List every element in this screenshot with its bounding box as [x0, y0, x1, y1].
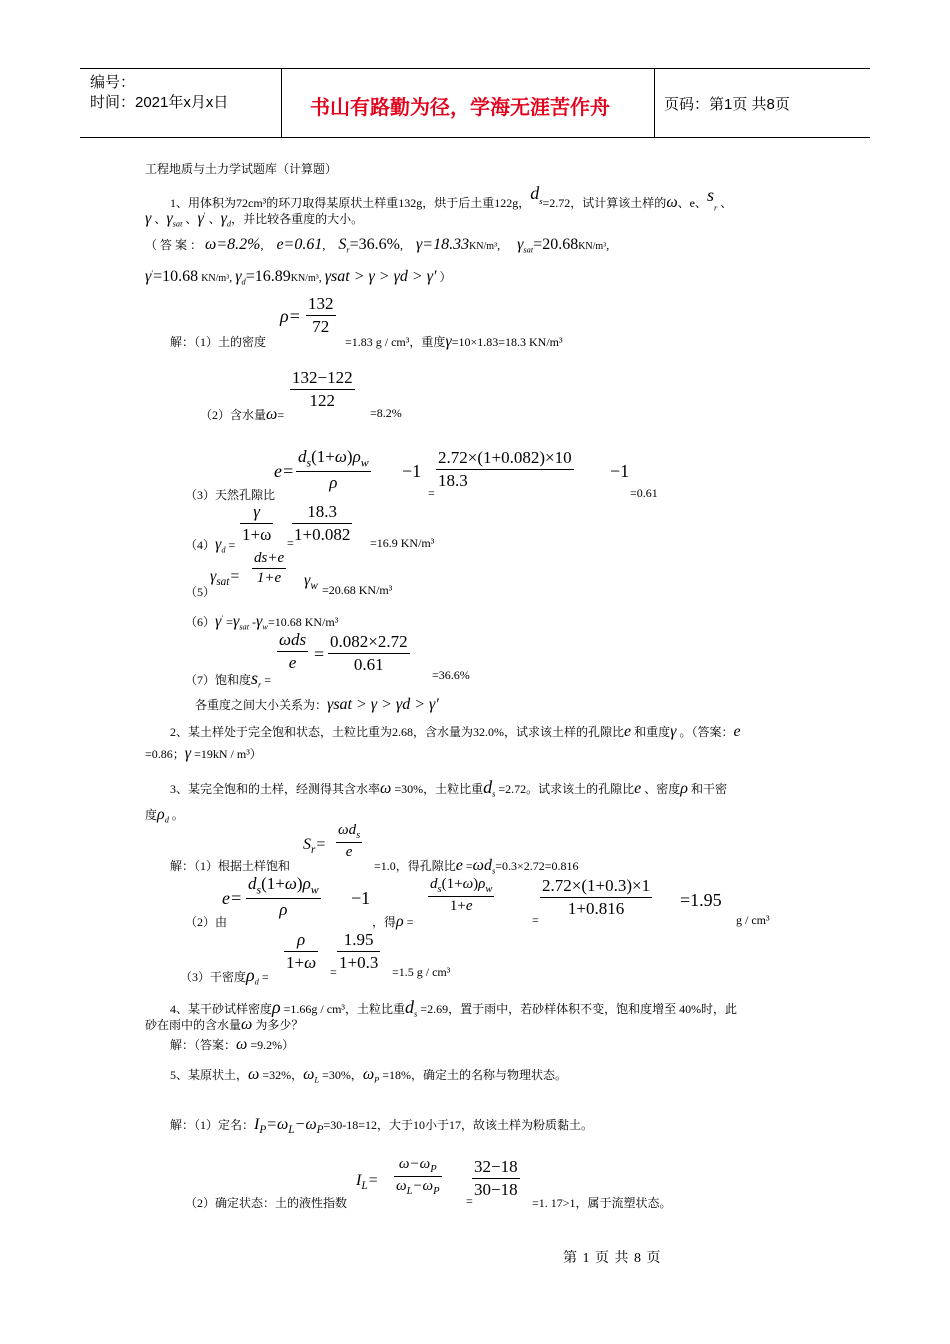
- fraction: $\frac{ds+e}{1+e}$: [254, 550, 285, 586]
- q5-step1: 解：（1）定名：$I_P=\omega_L-\omega_P=30-18=12$，大于10小于17，故该土样为粉质黏土。: [170, 1116, 593, 1137]
- fraction: $\frac{2.72\times(1+0.3)\times 1}{1+0.816}$: [542, 876, 651, 918]
- q4-text: 4、某干砂试样密度ρ =1.66g / cm³，土粒比重$d_s =2.69$，置于雨中，若砂样体积不变，饱和度增至 40%时，此: [170, 997, 738, 1019]
- sol3-step1: 解：（1）根据土样饱和: [170, 859, 291, 873]
- sol1-step4-result: =16.9 KN/m³: [370, 536, 435, 550]
- sol3-step2-mid: ，得ρ =: [372, 913, 414, 930]
- sol3-step3-result: =1.5 g / cm³: [392, 965, 451, 979]
- page-footer: 第 1 页 共 8 页: [563, 1251, 662, 1266]
- page-header: [80, 68, 870, 138]
- minus-one: −1: [402, 461, 422, 481]
- doc-title: 工程地质与土力学试题库（计算题）: [145, 162, 338, 176]
- sol1-step2: （2）含水量ω=: [200, 406, 285, 423]
- header-page-number: 页码：第1页 共8页: [664, 96, 790, 113]
- sol1-step4: $(4)\gamma_d$ =: [185, 536, 236, 555]
- equals: =: [428, 486, 435, 500]
- rho-symbol: ρ=: [280, 306, 301, 326]
- equals: =: [330, 965, 337, 979]
- fraction: $\frac{d_s(1+\omega)\rho_w}{1+e}$: [430, 876, 493, 914]
- sol1-step3: （3）天然孔隙比: [185, 488, 276, 502]
- q5-step2-result: =1. 17>1，属于流塑状态。: [532, 1196, 672, 1210]
- q5-step2: （2）确定状态：土的液性指数: [185, 1196, 348, 1210]
- gamma-sat: $\gamma_{sat}=$: [210, 568, 241, 589]
- doc-date: 时间：2021年x月x日: [90, 94, 229, 111]
- e-symbol: e=: [274, 461, 295, 481]
- sol1-step7-result: =36.6%: [432, 668, 470, 682]
- q1-answer-line2: γ′=10.68 KN/m³, $\gamma_d=16.89KN/m^3$, γsat > γ > γd > γ′ ）: [145, 268, 452, 287]
- sol3-step2: （2）由: [185, 915, 228, 929]
- sr-symbol: $S_r=$: [303, 836, 327, 857]
- q4-text-line2: 砂在雨中的含水量ω 为多少？: [145, 1016, 304, 1033]
- sol3-step2-result: =1.95: [680, 890, 722, 910]
- fraction: $\frac{132-122}{122}$: [292, 368, 353, 410]
- equals: =: [314, 644, 325, 664]
- fraction: $\frac{\gamma}{1+\omega}$: [242, 502, 272, 544]
- header-motto: 书山有路勤为径，学海无涯苦作舟: [310, 97, 610, 119]
- sol1-step1: 解：（1）土的密度: [170, 335, 267, 349]
- sol1-step7: （7）饱和度$s_r$ =: [185, 668, 272, 690]
- sol3-step2-unit: g / cm³: [736, 913, 770, 927]
- fraction: $\frac{d_s(1+\omega)\rho_w}{\rho}$: [248, 874, 319, 920]
- fraction: $\frac{0.082\times 2.72}{0.61}$: [330, 632, 408, 674]
- il-symbol: $I_L=$: [356, 1172, 379, 1193]
- sol1-step5: （5）: [185, 585, 216, 599]
- sol1-step6: $(6)\gamma' =\gamma_{sat}$ $-\gamma_w=10.68$ KN/m³: [185, 613, 339, 632]
- q3-text-line2: 度$\rho_d$ 。: [145, 806, 184, 825]
- fraction: ωds e: [279, 630, 307, 672]
- header-divider: [654, 69, 655, 137]
- fraction: $\frac{2.72\times(1+0.082)\times 10}{18.3}$: [438, 448, 572, 490]
- sol1-step3-result: =0.61: [630, 486, 658, 500]
- equals: =: [287, 536, 294, 550]
- fraction: $\frac{1.95}{1+0.3}$: [339, 930, 379, 972]
- minus-one: −1: [351, 888, 371, 908]
- fraction: $\frac{d_s(1+\omega)\rho_w}{\rho}$: [298, 447, 369, 493]
- q2-text: 2、某土样处于完全饱和状态，土粒比重为2.68，含水量为32.0%，试求该土样的孔隙比e 和重度γ 。（答案：e: [170, 723, 741, 740]
- header-divider: [281, 69, 282, 137]
- q1-text-line2: γ 、$\gamma_{sat}$ 、γ′ 、$\gamma_d$，并比较各重度的大小。: [145, 210, 364, 229]
- gamma-w: $\gamma_w$: [304, 572, 318, 593]
- equals: =: [466, 1194, 473, 1208]
- sol1-order: 各重度之间大小关系为：γsat > γ > γd > γ′: [195, 696, 439, 713]
- fraction: $\frac{32-18}{30-18}$: [474, 1157, 518, 1199]
- sol1-step2-result: =8.2%: [370, 406, 402, 420]
- equals: =: [532, 913, 539, 927]
- fraction: $\frac{18.3}{1+0.082}$: [294, 502, 351, 544]
- sol3-step1-result: =1.0，得孔隙比$e =\omega d_s=0.3\times 2.72=0.816$: [374, 857, 579, 876]
- q4-answer: 解：（答案：ω =9.2%）: [170, 1036, 295, 1053]
- doc-number-label: 编号：: [90, 74, 136, 91]
- sol1-step1-result: =1.83 g / cm³，重度γ=10×1.83=18.3 KN/m³: [345, 333, 563, 350]
- fraction: $\omega d_s$ e: [338, 822, 361, 860]
- e-symbol: e=: [222, 888, 243, 908]
- fraction: $\frac{\rho}{1+\omega}$: [286, 930, 317, 972]
- minus-one: −1: [610, 461, 630, 481]
- fraction: $\frac{\omega-\omega_P}{\omega_L-\omega_P}$: [396, 1156, 440, 1197]
- sol3-step3: （3）干密度$\rho_d$ =: [180, 965, 269, 987]
- fraction: $\frac{132}{72}$: [308, 294, 334, 336]
- q5-text: 5、某原状土，ω =32%，$\omega_L =30\%$，$\omega_P =18\%$，确定土的名称与物理状态。: [170, 1066, 567, 1085]
- q2-answer: =0.86；γ =19kN / m³）: [145, 745, 262, 762]
- q3-text: 3、某完全饱和的土样，经测得其含水率ω =30%，土粒比重$d_s =2.72$。试求该土的孔隙比e 、密度ρ 和干密: [170, 777, 727, 799]
- sol1-step5-result: =20.68 KN/m³: [322, 583, 393, 597]
- q1-answer: （ 答 案 ： ω=8.2%, e=0.61, $S_r=36.6\%$, γ=18.33KN/m³, $\gamma_{sat}=20.68KN/m^3$,: [145, 236, 610, 255]
- q1-text: 1、用体积为72cm³的环刀取得某原状土样重132g，烘于后土重122g，$d_s=2.72$，试计算该土样的ω、e、$s_r$ 、: [170, 183, 733, 213]
